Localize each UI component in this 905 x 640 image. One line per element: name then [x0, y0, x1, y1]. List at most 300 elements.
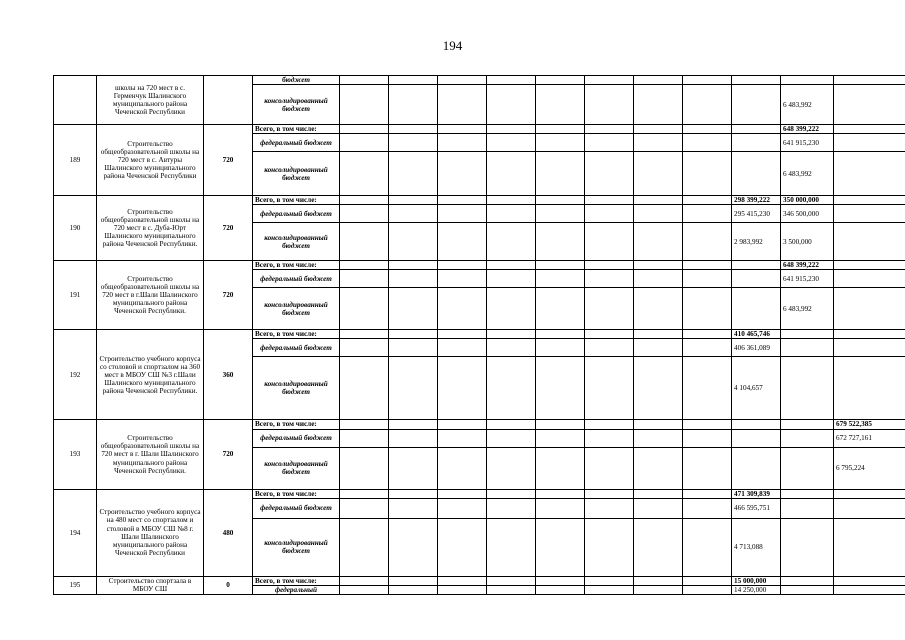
amount-cell	[536, 429, 585, 447]
amount-cell	[340, 85, 389, 125]
amount-cell	[487, 357, 536, 420]
amount-cell	[536, 518, 585, 576]
amount-cell	[536, 339, 585, 357]
amount-cell	[389, 447, 438, 489]
amount-cell	[536, 576, 585, 585]
funding-source	[253, 205, 340, 223]
amount-cell	[781, 420, 834, 429]
amount-cell	[536, 585, 585, 594]
amount-cell	[340, 288, 389, 330]
funding-source-label: консолидированный бюджет	[264, 96, 328, 113]
funding-source	[253, 125, 340, 134]
funding-source-label: консолидированный бюджет	[264, 165, 328, 182]
amount-cell	[634, 205, 683, 223]
object-name: Строительство учебного корпуса со столовой и спортзалом на 360 мест в МБОУ СШ №3 г.Шали Шалинского муниципального района Чеченской Республики.	[97, 330, 204, 420]
amount-cell	[536, 489, 585, 498]
amount-cell	[683, 498, 732, 518]
amount-cell	[683, 196, 732, 205]
amount-cell	[683, 205, 732, 223]
funding-source	[253, 498, 340, 518]
amount-cell	[585, 134, 634, 152]
amount-cell	[389, 498, 438, 518]
amount-cell	[585, 85, 634, 125]
amount-cell	[634, 125, 683, 134]
amount-cell	[389, 152, 438, 196]
amount-cell	[834, 576, 905, 585]
amount-cell	[340, 498, 389, 518]
amount-cell	[487, 134, 536, 152]
funding-source-label: федеральный	[274, 585, 318, 594]
amount-cell	[683, 76, 732, 85]
amount-cell: 4 104,657	[732, 357, 781, 420]
amount-cell	[438, 125, 487, 134]
amount-cell	[634, 518, 683, 576]
capacity: 720	[204, 420, 253, 489]
amount-cell	[834, 489, 905, 498]
amount-cell	[389, 125, 438, 134]
amount-cell	[389, 339, 438, 357]
amount-cell	[732, 134, 781, 152]
funding-source-label: федеральный бюджет	[260, 343, 332, 352]
row-number	[54, 76, 97, 125]
amount-cell	[487, 585, 536, 594]
amount-cell	[834, 339, 905, 357]
amount-cell: 6 483,992	[781, 152, 834, 196]
amount-cell	[487, 152, 536, 196]
amount-cell	[438, 134, 487, 152]
row-number: 193	[54, 420, 97, 489]
funding-source-label: консолидированный бюджет	[264, 233, 328, 250]
object-name: Строительство общеобразовательной школы на 720 мест в г.Шали Шалинского муниципального района Чеченской Республики.	[97, 261, 204, 330]
amount-cell	[340, 420, 389, 429]
amount-cell	[487, 330, 536, 339]
funding-source-label: федеральный бюджет	[260, 209, 332, 218]
amount-cell: 406 361,089	[732, 339, 781, 357]
amount-cell	[634, 223, 683, 261]
amount-cell	[585, 429, 634, 447]
amount-cell	[340, 576, 389, 585]
amount-cell	[683, 288, 732, 330]
amount-cell	[389, 205, 438, 223]
amount-cell	[340, 270, 389, 288]
amount-cell: 641 915,230	[781, 134, 834, 152]
amount-cell	[438, 518, 487, 576]
amount-cell	[487, 339, 536, 357]
amount-cell	[389, 270, 438, 288]
amount-cell	[438, 429, 487, 447]
amount-cell	[536, 196, 585, 205]
amount-cell	[487, 498, 536, 518]
funding-source	[253, 576, 340, 585]
amount-cell	[585, 576, 634, 585]
amount-cell	[683, 270, 732, 288]
amount-cell	[536, 270, 585, 288]
amount-cell	[389, 357, 438, 420]
amount-cell	[340, 125, 389, 134]
amount-cell: 14 250,000	[732, 585, 781, 594]
amount-cell	[834, 261, 905, 270]
amount-cell	[732, 261, 781, 270]
amount-cell	[683, 339, 732, 357]
amount-cell	[634, 261, 683, 270]
amount-cell	[834, 585, 905, 594]
amount-cell	[683, 489, 732, 498]
funding-source-label: консолидированный бюджет	[264, 459, 328, 477]
amount-cell	[340, 223, 389, 261]
table-row	[54, 489, 905, 498]
row-number: 191	[54, 261, 97, 330]
funding-source	[253, 85, 340, 125]
funding-source	[253, 152, 340, 196]
funding-source-label: бюджет	[282, 76, 310, 84]
amount-cell	[340, 261, 389, 270]
amount-cell: 4 713,088	[732, 518, 781, 576]
amount-cell	[487, 576, 536, 585]
object-name: Строительство спортзала в МБОУ СШ	[97, 576, 204, 594]
amount-cell	[683, 357, 732, 420]
amount-cell	[634, 420, 683, 429]
amount-cell: 2 983,992	[732, 223, 781, 261]
amount-cell	[585, 498, 634, 518]
amount-cell	[487, 518, 536, 576]
amount-cell	[438, 152, 487, 196]
funding-source-label: консолидированный бюджет	[264, 300, 328, 317]
capacity: 360	[204, 330, 253, 420]
amount-cell	[634, 134, 683, 152]
object-name: Строительство учебного корпуса на 480 мест со спортзалом и столовой в МБОУ СШ №8 г. Шали Шалинского муниципального района Чеченской Республики	[97, 489, 204, 576]
amount-cell	[487, 125, 536, 134]
amount-cell	[438, 357, 487, 420]
amount-cell	[585, 489, 634, 498]
capacity: 480	[204, 489, 253, 576]
amount-cell	[585, 125, 634, 134]
amount-cell	[438, 498, 487, 518]
amount-cell	[536, 330, 585, 339]
amount-cell	[389, 196, 438, 205]
amount-cell	[834, 196, 905, 205]
amount-cell	[781, 447, 834, 489]
amount-cell	[683, 518, 732, 576]
amount-cell	[634, 585, 683, 594]
amount-cell	[487, 288, 536, 330]
amount-cell	[634, 447, 683, 489]
amount-cell	[438, 223, 487, 261]
amount-cell	[585, 288, 634, 330]
funding-source-label: федеральный бюджет	[260, 434, 332, 443]
amount-cell	[781, 330, 834, 339]
object-name: школы на 720 мест в с. Герменчук Шалинского муниципального района Чеченской Республики	[97, 76, 204, 125]
amount-cell	[585, 330, 634, 339]
amount-cell	[683, 447, 732, 489]
amount-cell	[683, 576, 732, 585]
amount-cell	[781, 585, 834, 594]
amount-cell: 6 795,224	[834, 447, 905, 489]
amount-cell	[389, 134, 438, 152]
amount-cell	[781, 339, 834, 357]
amount-cell	[487, 196, 536, 205]
amount-cell	[487, 429, 536, 447]
amount-cell	[438, 76, 487, 85]
capacity: 720	[204, 261, 253, 330]
amount-cell	[389, 330, 438, 339]
amount-cell	[732, 152, 781, 196]
funding-source	[253, 134, 340, 152]
amount-cell	[834, 223, 905, 261]
amount-cell	[585, 585, 634, 594]
funding-source-label: Всего, в том числе:	[255, 489, 317, 498]
amount-cell	[732, 288, 781, 330]
funding-source-label: Всего, в том числе:	[255, 196, 317, 205]
amount-cell	[536, 76, 585, 85]
amount-cell	[683, 261, 732, 270]
amount-cell	[834, 518, 905, 576]
amount-cell	[732, 125, 781, 134]
row-number: 194	[54, 489, 97, 576]
capacity	[204, 76, 253, 125]
amount-cell: 346 500,000	[781, 205, 834, 223]
amount-cell: 298 399,222	[732, 196, 781, 205]
amount-cell: 350 000,000	[781, 196, 834, 205]
amount-cell	[634, 357, 683, 420]
amount-cell	[683, 585, 732, 594]
amount-cell	[834, 330, 905, 339]
amount-cell: 295 415,230	[732, 205, 781, 223]
amount-cell	[732, 447, 781, 489]
amount-cell	[634, 498, 683, 518]
amount-cell	[340, 196, 389, 205]
amount-cell	[683, 420, 732, 429]
amount-cell	[340, 585, 389, 594]
amount-cell	[487, 489, 536, 498]
table-row	[54, 196, 905, 205]
amount-cell	[536, 125, 585, 134]
funding-source-label: федеральный бюджет	[260, 504, 332, 513]
amount-cell	[389, 85, 438, 125]
funding-source-label: консолидированный бюджет	[264, 380, 328, 397]
amount-cell	[834, 125, 905, 134]
object-name: Строительство общеобразовательной школы на 720 мест в г. Шали Шалинского муниципального района Чеченской Республики.	[97, 420, 204, 489]
funding-source	[253, 447, 340, 489]
amount-cell	[781, 357, 834, 420]
object-name: Строительство общеобразовательной школы на 720 мест в с. Дуба-Юрт Шалинского муниципального района Чеченской Республики.	[97, 196, 204, 261]
amount-cell	[536, 152, 585, 196]
amount-cell	[683, 429, 732, 447]
amount-cell	[536, 223, 585, 261]
funding-source-label: Всего, в том числе:	[255, 261, 317, 270]
amount-cell	[389, 576, 438, 585]
funding-source	[253, 288, 340, 330]
amount-cell	[834, 270, 905, 288]
row-number: 192	[54, 330, 97, 420]
amount-cell	[585, 205, 634, 223]
funding-source	[253, 357, 340, 420]
amount-cell	[340, 447, 389, 489]
amount-cell	[634, 76, 683, 85]
amount-cell	[389, 288, 438, 330]
amount-cell	[536, 357, 585, 420]
amount-cell: 466 595,751	[732, 498, 781, 518]
amount-cell	[340, 489, 389, 498]
amount-cell	[585, 152, 634, 196]
amount-cell	[634, 429, 683, 447]
amount-cell	[834, 152, 905, 196]
amount-cell: 15 000,000	[732, 576, 781, 585]
funding-source	[253, 420, 340, 429]
funding-source	[253, 339, 340, 357]
funding-source-label: консолидированный бюджет	[264, 539, 328, 556]
funding-source	[253, 261, 340, 270]
amount-cell: 410 465,746	[732, 330, 781, 339]
amount-cell	[438, 420, 487, 429]
amount-cell	[585, 196, 634, 205]
budget-table	[53, 75, 905, 595]
amount-cell	[585, 357, 634, 420]
amount-cell	[389, 420, 438, 429]
amount-cell	[536, 134, 585, 152]
amount-cell	[634, 330, 683, 339]
amount-cell	[634, 576, 683, 585]
amount-cell	[536, 85, 585, 125]
funding-source	[253, 518, 340, 576]
amount-cell	[634, 270, 683, 288]
amount-cell	[536, 498, 585, 518]
amount-cell	[438, 261, 487, 270]
amount-cell	[732, 429, 781, 447]
amount-cell	[389, 518, 438, 576]
amount-cell	[487, 223, 536, 261]
funding-source-label: Всего, в том числе:	[255, 330, 317, 339]
amount-cell	[732, 270, 781, 288]
amount-cell	[732, 85, 781, 125]
amount-cell	[438, 85, 487, 125]
amount-cell	[487, 205, 536, 223]
amount-cell	[438, 576, 487, 585]
amount-cell	[683, 152, 732, 196]
amount-cell	[585, 270, 634, 288]
amount-cell	[781, 498, 834, 518]
amount-cell	[585, 223, 634, 261]
amount-cell	[487, 85, 536, 125]
amount-cell	[438, 330, 487, 339]
amount-cell	[340, 76, 389, 85]
table-row	[54, 261, 905, 270]
amount-cell	[781, 429, 834, 447]
amount-cell	[340, 205, 389, 223]
amount-cell	[536, 420, 585, 429]
amount-cell	[781, 576, 834, 585]
amount-cell: 648 399,222	[781, 261, 834, 270]
amount-cell	[732, 76, 781, 85]
amount-cell	[536, 261, 585, 270]
amount-cell: 641 915,230	[781, 270, 834, 288]
amount-cell	[340, 357, 389, 420]
amount-cell	[834, 357, 905, 420]
amount-cell	[834, 76, 905, 85]
amount-cell	[634, 339, 683, 357]
amount-cell	[487, 447, 536, 489]
funding-source	[253, 585, 340, 594]
amount-cell: 679 522,385	[834, 420, 905, 429]
amount-cell	[536, 288, 585, 330]
funding-source	[253, 76, 340, 85]
table-row	[54, 420, 905, 429]
amount-cell	[389, 429, 438, 447]
amount-cell: 6 483,992	[781, 288, 834, 330]
funding-source-label: федеральный бюджет	[260, 138, 332, 147]
amount-cell	[781, 518, 834, 576]
capacity: 720	[204, 196, 253, 261]
amount-cell	[585, 76, 634, 85]
amount-cell	[487, 261, 536, 270]
funding-source-label: Всего, в том числе:	[255, 576, 317, 585]
amount-cell	[438, 489, 487, 498]
amount-cell: 672 727,161	[834, 429, 905, 447]
amount-cell	[781, 489, 834, 498]
funding-source-label: Всего, в том числе:	[255, 420, 317, 429]
funding-source	[253, 196, 340, 205]
amount-cell	[438, 196, 487, 205]
amount-cell	[487, 76, 536, 85]
amount-cell	[389, 261, 438, 270]
amount-cell	[389, 585, 438, 594]
object-name: Строительство общеобразовательной школы на 720 мест в с. Автуры Шалинского муниципального района Чеченской Республики	[97, 125, 204, 196]
table-row	[54, 330, 905, 339]
amount-cell	[438, 288, 487, 330]
amount-cell: 3 500,000	[781, 223, 834, 261]
amount-cell: 6 483,992	[781, 85, 834, 125]
amount-cell	[781, 76, 834, 85]
amount-cell	[634, 152, 683, 196]
amount-cell	[585, 447, 634, 489]
row-number: 195	[54, 576, 97, 594]
amount-cell	[340, 339, 389, 357]
row-number: 190	[54, 196, 97, 261]
amount-cell	[683, 330, 732, 339]
capacity: 0	[204, 576, 253, 594]
amount-cell	[487, 420, 536, 429]
amount-cell	[732, 420, 781, 429]
amount-cell	[389, 489, 438, 498]
funding-source	[253, 330, 340, 339]
amount-cell	[340, 134, 389, 152]
amount-cell	[536, 205, 585, 223]
amount-cell	[389, 76, 438, 85]
capacity: 720	[204, 125, 253, 196]
amount-cell	[340, 330, 389, 339]
amount-cell	[438, 205, 487, 223]
table-row	[54, 576, 905, 585]
amount-cell	[683, 85, 732, 125]
amount-cell	[340, 518, 389, 576]
amount-cell	[834, 205, 905, 223]
amount-cell	[438, 585, 487, 594]
amount-cell	[536, 447, 585, 489]
amount-cell	[487, 270, 536, 288]
amount-cell	[683, 134, 732, 152]
amount-cell	[438, 447, 487, 489]
amount-cell	[834, 134, 905, 152]
amount-cell	[634, 85, 683, 125]
amount-cell	[438, 270, 487, 288]
amount-cell	[683, 125, 732, 134]
funding-source-label: Всего, в том числе:	[255, 125, 317, 134]
row-number: 189	[54, 125, 97, 196]
amount-cell	[585, 339, 634, 357]
table-row	[54, 76, 905, 85]
amount-cell	[340, 429, 389, 447]
funding-source-label: федеральный бюджет	[260, 274, 332, 283]
funding-source	[253, 270, 340, 288]
